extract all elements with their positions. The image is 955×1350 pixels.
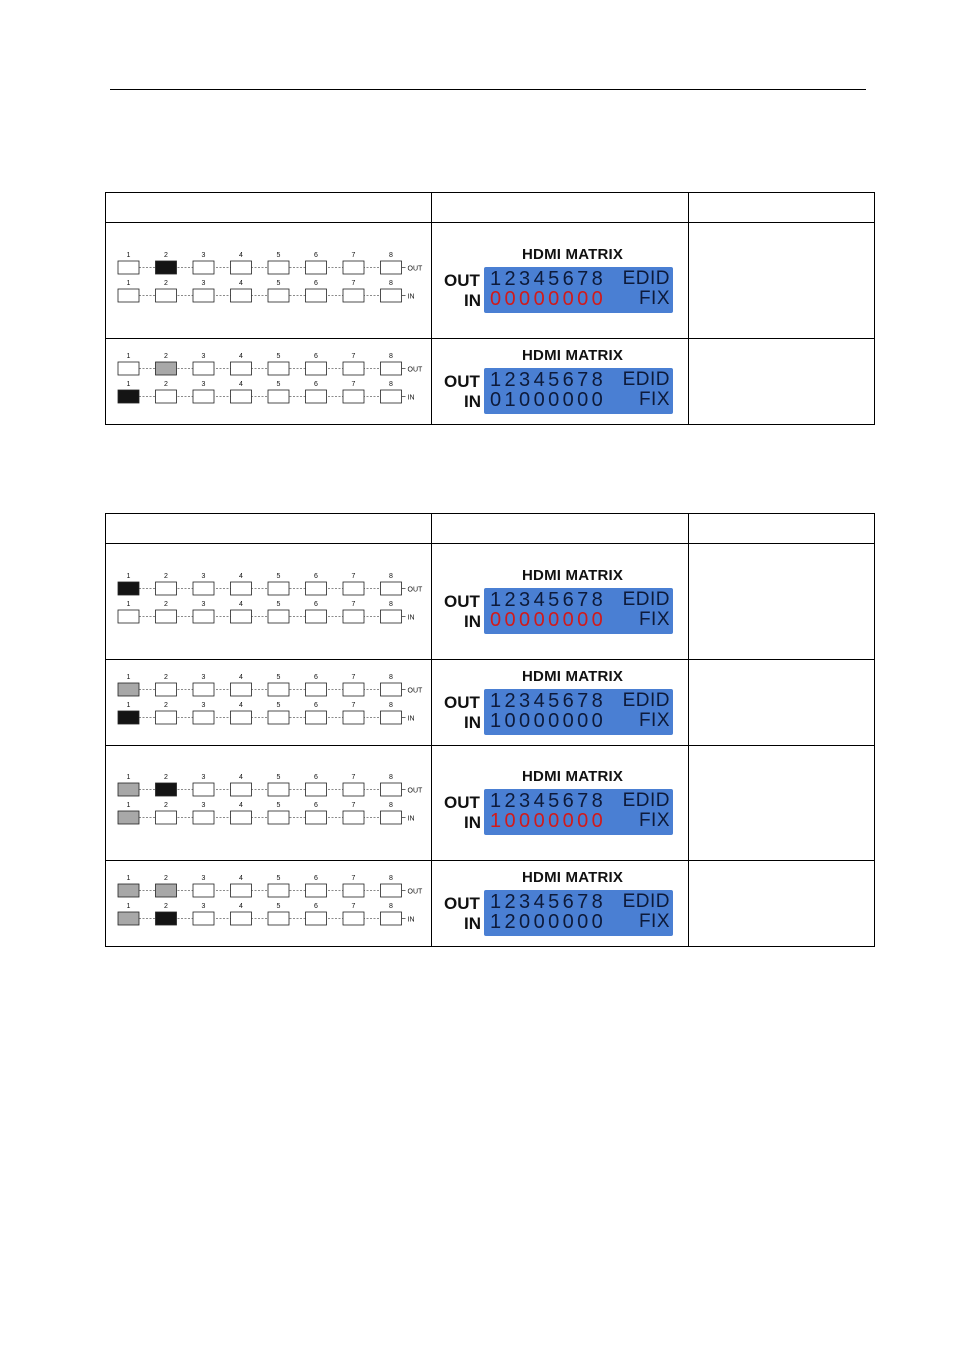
out-port-number: 6 — [314, 774, 318, 781]
lcd-out-digits: 12345678 — [490, 689, 607, 712]
out-button-3 — [193, 582, 214, 595]
in-button-4 — [231, 912, 252, 925]
lcd-title: HDMI MATRIX — [522, 768, 624, 785]
in-button-7 — [343, 912, 364, 925]
in-button-3 — [193, 289, 214, 302]
in-button-3 — [193, 711, 214, 724]
table-row — [106, 746, 875, 861]
notes-cell — [689, 746, 875, 861]
in-port-number: 2 — [164, 600, 168, 608]
in-port-number: 5 — [276, 802, 281, 809]
in-port-number: 8 — [389, 279, 393, 287]
out-button-4 — [231, 683, 252, 696]
out-button-7 — [343, 884, 364, 897]
out-button-8 — [381, 683, 402, 696]
out-port-number: 5 — [276, 874, 281, 882]
lcd-out-digits: 12345678 — [490, 588, 607, 611]
in-port-number: 3 — [201, 701, 206, 709]
in-button-6 — [306, 811, 327, 824]
lcd-out-digits: 12345678 — [490, 368, 607, 391]
out-button-6 — [306, 683, 327, 696]
out-port-number: 6 — [314, 572, 318, 580]
out-button-4 — [231, 261, 252, 274]
in-row-label: IN — [407, 815, 415, 823]
front-panel-diagram — [114, 350, 424, 414]
lcd-in-digits: 12000000 — [490, 910, 607, 933]
out-button-1 — [118, 582, 139, 595]
out-port-number: 5 — [276, 251, 281, 259]
in-port-number: 1 — [126, 279, 131, 287]
out-port-number: 6 — [314, 673, 318, 681]
header-cell-lcd — [432, 514, 689, 544]
out-port-number: 3 — [201, 251, 206, 259]
out-port-number: 5 — [276, 774, 281, 781]
out-button-1 — [118, 362, 139, 375]
in-port-number: 7 — [351, 802, 356, 809]
lcd-cell — [432, 223, 689, 339]
out-port-number: 4 — [239, 352, 243, 360]
in-button-5 — [268, 390, 289, 403]
out-button-2 — [156, 683, 177, 696]
in-port-number: 2 — [164, 902, 168, 910]
out-button-7 — [343, 362, 364, 375]
out-button-4 — [231, 884, 252, 897]
in-port-number: 6 — [314, 802, 318, 809]
lcd-out-digits: 12345678 — [490, 267, 607, 290]
panel-cell — [106, 746, 432, 861]
in-button-8 — [381, 289, 402, 302]
header-cell-lcd — [432, 193, 689, 223]
out-port-number: 8 — [389, 874, 393, 882]
out-port-number: 4 — [239, 673, 243, 681]
notes-cell — [689, 861, 875, 947]
in-port-number: 7 — [351, 902, 356, 910]
out-port-number: 3 — [201, 352, 206, 360]
in-port-number: 3 — [201, 279, 206, 287]
lcd-fix-label: FIX — [638, 910, 670, 932]
lcd-screen — [484, 588, 673, 634]
in-port-number: 8 — [389, 380, 393, 388]
out-button-7 — [343, 683, 364, 696]
in-row-label: IN — [407, 293, 415, 300]
in-port-number: 4 — [239, 802, 243, 809]
in-port-number: 4 — [239, 701, 243, 709]
lcd-out-digits: 12345678 — [490, 890, 607, 913]
lcd-edid-label: EDID — [622, 368, 670, 390]
in-port-number: 4 — [239, 279, 243, 287]
operation-table-1 — [105, 192, 875, 425]
lcd-out-label: OUT — [444, 692, 480, 712]
out-button-4 — [231, 362, 252, 375]
out-port-number: 4 — [239, 251, 243, 259]
out-port-number: 4 — [239, 874, 243, 882]
out-button-1 — [118, 884, 139, 897]
out-port-number: 1 — [126, 352, 131, 360]
in-port-number: 1 — [126, 701, 131, 709]
lcd-in-label: IN — [464, 712, 481, 732]
out-button-5 — [268, 783, 289, 796]
in-port-number: 4 — [239, 600, 243, 608]
lcd-display — [444, 866, 676, 942]
in-button-1 — [118, 390, 139, 403]
out-port-number: 2 — [164, 774, 168, 781]
front-panel-diagram — [114, 570, 424, 634]
out-port-number: 5 — [276, 352, 281, 360]
out-row-label: OUT — [407, 888, 423, 895]
lcd-display — [444, 344, 676, 420]
in-button-2 — [156, 289, 177, 302]
out-button-2 — [156, 261, 177, 274]
notes-cell — [689, 660, 875, 746]
out-button-4 — [231, 582, 252, 595]
in-button-4 — [231, 289, 252, 302]
in-port-number: 8 — [389, 902, 393, 910]
out-button-6 — [306, 362, 327, 375]
in-port-number: 1 — [126, 902, 131, 910]
in-button-1 — [118, 811, 139, 824]
in-row-label: IN — [407, 916, 415, 923]
lcd-in-digits: 10000000 — [490, 709, 607, 732]
lcd-edid-label: EDID — [622, 267, 670, 289]
in-button-2 — [156, 610, 177, 623]
header-rule — [110, 89, 866, 90]
in-button-5 — [268, 912, 289, 925]
out-port-number: 8 — [389, 352, 393, 360]
out-port-number: 4 — [239, 572, 243, 580]
in-port-number: 8 — [389, 600, 393, 608]
lcd-cell — [432, 746, 689, 861]
front-panel-diagram — [114, 771, 424, 835]
lcd-screen — [484, 689, 673, 735]
out-button-1 — [118, 261, 139, 274]
in-button-6 — [306, 390, 327, 403]
lcd-out-label: OUT — [444, 793, 480, 812]
in-port-number: 6 — [314, 600, 318, 608]
lcd-edid-label: EDID — [622, 689, 670, 711]
lcd-in-digits: 01000000 — [490, 388, 607, 411]
in-port-number: 6 — [314, 380, 318, 388]
in-port-number: 8 — [389, 701, 393, 709]
lcd-screen — [484, 368, 673, 414]
out-button-5 — [268, 582, 289, 595]
in-port-number: 6 — [314, 701, 318, 709]
out-row-label: OUT — [407, 787, 423, 795]
in-port-number: 2 — [164, 802, 168, 809]
table-header-row — [106, 193, 875, 223]
in-button-7 — [343, 711, 364, 724]
in-button-6 — [306, 711, 327, 724]
out-port-number: 8 — [389, 251, 393, 259]
out-port-number: 1 — [126, 874, 131, 882]
in-port-number: 7 — [351, 380, 356, 388]
lcd-in-digits: 00000000 — [490, 287, 607, 310]
header-cell-panel — [106, 193, 432, 223]
in-button-8 — [381, 610, 402, 623]
out-port-number: 6 — [314, 251, 318, 259]
front-panel-diagram — [114, 872, 424, 936]
out-port-number: 1 — [126, 251, 131, 259]
out-button-3 — [193, 783, 214, 796]
out-port-number: 2 — [164, 673, 168, 681]
lcd-display — [444, 765, 676, 841]
in-button-8 — [381, 912, 402, 925]
in-button-7 — [343, 811, 364, 824]
in-button-1 — [118, 610, 139, 623]
out-row-label: OUT — [407, 586, 423, 593]
in-port-number: 3 — [201, 802, 206, 809]
lcd-in-label: IN — [464, 813, 481, 832]
panel-cell — [106, 223, 432, 339]
out-port-number: 7 — [351, 251, 356, 259]
out-port-number: 3 — [201, 774, 206, 781]
out-port-number: 3 — [201, 673, 206, 681]
in-button-1 — [118, 912, 139, 925]
lcd-cell — [432, 544, 689, 660]
lcd-fix-label: FIX — [638, 388, 670, 410]
in-port-number: 2 — [164, 279, 168, 287]
in-button-8 — [381, 811, 402, 824]
out-button-3 — [193, 683, 214, 696]
out-button-7 — [343, 783, 364, 796]
out-port-number: 4 — [239, 774, 243, 781]
in-button-8 — [381, 390, 402, 403]
out-port-number: 3 — [201, 572, 206, 580]
in-button-3 — [193, 811, 214, 824]
lcd-screen — [484, 890, 673, 936]
in-button-8 — [381, 711, 402, 724]
table-header-row — [106, 514, 875, 544]
panel-cell — [106, 544, 432, 660]
panel-cell — [106, 339, 432, 425]
in-row-label: IN — [407, 394, 415, 401]
out-port-number: 2 — [164, 251, 168, 259]
in-port-number: 7 — [351, 701, 356, 709]
out-button-6 — [306, 261, 327, 274]
panel-cell — [106, 660, 432, 746]
out-row-label: OUT — [407, 687, 423, 694]
out-port-number: 5 — [276, 673, 281, 681]
out-port-number: 5 — [276, 572, 281, 580]
header-cell-panel — [106, 514, 432, 544]
out-port-number: 2 — [164, 874, 168, 882]
in-port-number: 7 — [351, 600, 356, 608]
lcd-in-label: IN — [464, 611, 481, 631]
lcd-title: HDMI MATRIX — [522, 346, 624, 364]
lcd-fix-label: FIX — [638, 608, 670, 630]
in-button-7 — [343, 289, 364, 302]
in-port-number: 1 — [126, 802, 131, 809]
in-port-number: 3 — [201, 600, 206, 608]
lcd-display — [444, 243, 676, 319]
lcd-cell — [432, 339, 689, 425]
out-button-5 — [268, 683, 289, 696]
in-port-number: 2 — [164, 380, 168, 388]
in-button-5 — [268, 811, 289, 824]
table-row — [106, 861, 875, 947]
lcd-edid-label: EDID — [622, 588, 670, 610]
table-row — [106, 223, 875, 339]
out-port-number: 8 — [389, 572, 393, 580]
panel-cell — [106, 861, 432, 947]
lcd-title: HDMI MATRIX — [522, 245, 624, 263]
out-button-6 — [306, 783, 327, 796]
out-button-8 — [381, 362, 402, 375]
in-button-2 — [156, 811, 177, 824]
lcd-fix-label: FIX — [638, 810, 670, 831]
lcd-out-label: OUT — [444, 371, 480, 391]
out-port-number: 1 — [126, 572, 131, 580]
out-port-number: 7 — [351, 874, 356, 882]
in-button-6 — [306, 289, 327, 302]
out-button-5 — [268, 884, 289, 897]
lcd-in-digits: 00000000 — [490, 608, 607, 631]
out-port-number: 1 — [126, 774, 131, 781]
lcd-edid-label: EDID — [622, 890, 670, 912]
out-button-8 — [381, 884, 402, 897]
out-button-8 — [381, 261, 402, 274]
in-button-4 — [231, 711, 252, 724]
notes-cell — [689, 544, 875, 660]
operation-table-2 — [105, 513, 875, 947]
lcd-fix-label: FIX — [638, 287, 670, 309]
out-button-8 — [381, 582, 402, 595]
in-button-2 — [156, 912, 177, 925]
lcd-display — [444, 665, 676, 741]
lcd-edid-label: EDID — [622, 790, 670, 811]
lcd-fix-label: FIX — [638, 709, 670, 731]
lcd-title: HDMI MATRIX — [522, 667, 624, 685]
lcd-screen — [484, 267, 673, 313]
out-button-7 — [343, 261, 364, 274]
lcd-title: HDMI MATRIX — [522, 566, 624, 584]
out-button-3 — [193, 362, 214, 375]
in-button-6 — [306, 912, 327, 925]
in-button-3 — [193, 912, 214, 925]
in-port-number: 6 — [314, 902, 318, 910]
lcd-screen — [484, 789, 673, 835]
in-button-5 — [268, 289, 289, 302]
lcd-cell — [432, 660, 689, 746]
out-port-number: 2 — [164, 352, 168, 360]
in-port-number: 5 — [276, 279, 281, 287]
in-port-number: 3 — [201, 902, 206, 910]
out-button-1 — [118, 683, 139, 696]
front-panel-diagram — [114, 249, 424, 313]
out-port-number: 2 — [164, 572, 168, 580]
in-button-4 — [231, 811, 252, 824]
out-port-number: 6 — [314, 352, 318, 360]
in-port-number: 5 — [276, 902, 281, 910]
front-panel-diagram — [114, 671, 424, 735]
notes-cell — [689, 223, 875, 339]
out-port-number: 1 — [126, 673, 131, 681]
in-port-number: 8 — [389, 802, 393, 809]
lcd-in-label: IN — [464, 391, 481, 411]
out-port-number: 8 — [389, 774, 393, 781]
notes-cell — [689, 339, 875, 425]
out-button-3 — [193, 884, 214, 897]
lcd-in-label: IN — [464, 913, 481, 933]
in-button-3 — [193, 610, 214, 623]
lcd-cell — [432, 861, 689, 947]
in-port-number: 5 — [276, 701, 281, 709]
in-button-7 — [343, 610, 364, 623]
in-button-1 — [118, 711, 139, 724]
out-button-5 — [268, 362, 289, 375]
in-button-5 — [268, 610, 289, 623]
in-port-number: 4 — [239, 380, 243, 388]
in-button-4 — [231, 610, 252, 623]
lcd-out-label: OUT — [444, 591, 480, 611]
table-row — [106, 660, 875, 746]
lcd-title: HDMI MATRIX — [522, 868, 624, 886]
out-row-label: OUT — [407, 265, 423, 272]
in-port-number: 3 — [201, 380, 206, 388]
lcd-out-digits: 12345678 — [490, 790, 607, 812]
out-port-number: 7 — [351, 352, 356, 360]
out-button-4 — [231, 783, 252, 796]
in-row-label: IN — [407, 715, 415, 722]
out-button-2 — [156, 362, 177, 375]
table-row — [106, 544, 875, 660]
out-button-8 — [381, 783, 402, 796]
out-port-number: 7 — [351, 673, 356, 681]
header-cell-notes — [689, 193, 875, 223]
in-button-6 — [306, 610, 327, 623]
out-port-number: 8 — [389, 673, 393, 681]
in-button-1 — [118, 289, 139, 302]
in-port-number: 5 — [276, 600, 281, 608]
header-cell-notes — [689, 514, 875, 544]
in-button-7 — [343, 390, 364, 403]
in-port-number: 5 — [276, 380, 281, 388]
in-port-number: 1 — [126, 600, 131, 608]
in-button-5 — [268, 711, 289, 724]
out-button-1 — [118, 783, 139, 796]
out-port-number: 6 — [314, 874, 318, 882]
out-row-label: OUT — [407, 366, 423, 373]
in-button-3 — [193, 390, 214, 403]
lcd-display — [444, 564, 676, 640]
in-port-number: 4 — [239, 902, 243, 910]
out-port-number: 7 — [351, 572, 356, 580]
out-button-3 — [193, 261, 214, 274]
in-button-2 — [156, 390, 177, 403]
in-button-2 — [156, 711, 177, 724]
lcd-out-label: OUT — [444, 893, 480, 913]
out-port-number: 3 — [201, 874, 206, 882]
out-button-6 — [306, 884, 327, 897]
out-button-2 — [156, 783, 177, 796]
table-row — [106, 339, 875, 425]
out-button-5 — [268, 261, 289, 274]
in-port-number: 2 — [164, 701, 168, 709]
out-button-2 — [156, 582, 177, 595]
out-button-6 — [306, 582, 327, 595]
out-port-number: 7 — [351, 774, 356, 781]
in-row-label: IN — [407, 614, 415, 621]
in-port-number: 1 — [126, 380, 131, 388]
lcd-in-digits: 10000000 — [490, 810, 607, 832]
in-port-number: 7 — [351, 279, 356, 287]
out-button-2 — [156, 884, 177, 897]
in-port-number: 6 — [314, 279, 318, 287]
lcd-in-label: IN — [464, 290, 481, 310]
out-button-7 — [343, 582, 364, 595]
in-button-4 — [231, 390, 252, 403]
lcd-out-label: OUT — [444, 270, 480, 290]
